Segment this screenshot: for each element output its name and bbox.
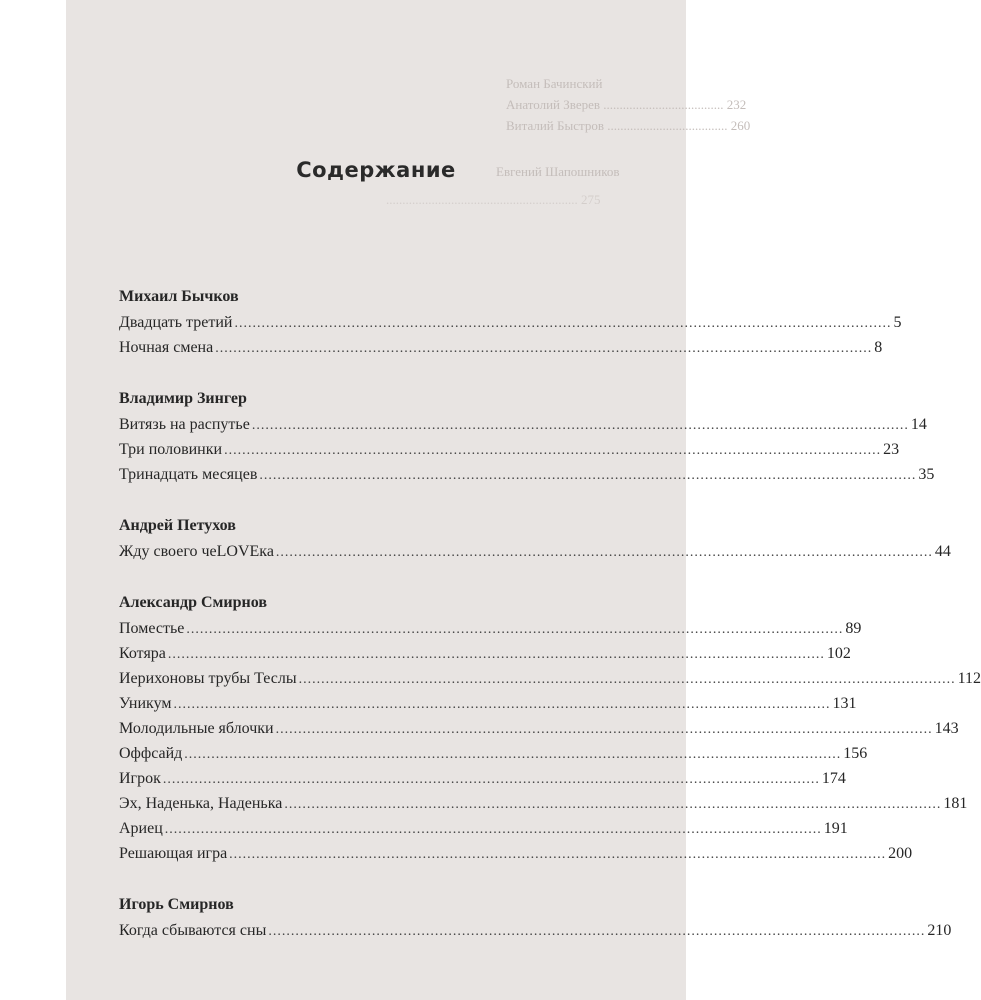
entry-title: Игрок <box>119 770 161 787</box>
toc-entry <box>119 791 968 816</box>
toc-author-group <box>119 386 935 487</box>
dot-leader <box>224 438 881 463</box>
entry-page-number: 14 <box>910 416 927 433</box>
entry-page-number: 102 <box>826 645 851 662</box>
dot-leader <box>184 742 841 767</box>
toc-entry <box>119 641 851 666</box>
entry-page-number: 210 <box>927 922 952 939</box>
entry-page-number: 156 <box>843 745 868 762</box>
author-name: Андрей Петухов <box>119 517 236 534</box>
entry-title: Поместье <box>119 620 185 637</box>
entry-title: Жду своего чеLOVEка <box>119 543 274 560</box>
toc-entry <box>119 412 927 437</box>
entry-title: Тринадцать месяцев <box>119 466 258 483</box>
dot-leader <box>174 692 831 717</box>
toc-entry <box>119 462 935 487</box>
toc-entry <box>119 741 868 766</box>
toc-entry <box>119 310 902 335</box>
dot-leader <box>252 413 909 438</box>
entry-page-number: 8 <box>874 339 883 356</box>
entry-title: Котяра <box>119 645 166 662</box>
entry-title: Три половинки <box>119 441 223 458</box>
author-name: Игорь Смирнов <box>119 896 234 913</box>
dot-leader <box>268 919 925 944</box>
entry-page-number: 89 <box>845 620 862 637</box>
dot-leader <box>186 617 843 642</box>
entry-title: Ариец <box>119 820 163 837</box>
entry-page-number: 35 <box>918 466 935 483</box>
entry-title: Эх, Наденька, Наденька <box>119 795 283 812</box>
entry-title: Двадцать третий <box>119 314 233 331</box>
toc-entry <box>119 616 862 641</box>
entry-page-number: 23 <box>883 441 900 458</box>
entry-title: Решающая игра <box>119 845 228 862</box>
entry-title: Оффсайд <box>119 745 183 762</box>
entry-title: Витязь на распутье <box>119 416 250 433</box>
dot-leader <box>276 717 933 742</box>
toc-author-group <box>119 284 902 360</box>
bleed-through-text-top <box>506 74 750 136</box>
bleed-line: Виталий Быстров ..................................... 260 <box>506 117 751 133</box>
dot-leader <box>234 311 891 336</box>
entry-title: Молодильные яблочки <box>119 720 274 737</box>
entry-page-number: 191 <box>823 820 848 837</box>
entry-title: Когда сбываются сны <box>119 922 267 939</box>
bleed-line: Евгений Шапошников <box>496 164 620 179</box>
dot-leader <box>299 667 956 692</box>
entry-page-number: 44 <box>934 543 951 560</box>
entry-title: Уникум <box>119 695 172 712</box>
toc-entry <box>119 816 848 841</box>
entry-page-number: 5 <box>893 314 902 331</box>
page-title: Содержание <box>296 158 456 182</box>
toc-author-group <box>119 590 981 866</box>
toc-entry <box>119 716 959 741</box>
entry-title: Иерихоновы трубы Теслы <box>119 670 297 687</box>
author-name: Владимир Зингер <box>119 390 247 407</box>
entry-page-number: 143 <box>934 720 959 737</box>
toc-entry <box>119 691 857 716</box>
toc-entry <box>119 666 981 691</box>
bleed-line: ........................................................... 275 <box>386 192 601 207</box>
bleed-through-text-low <box>386 190 601 211</box>
entry-title: Ночная смена <box>119 339 214 356</box>
bleed-line: Роман Бачинский <box>506 76 603 91</box>
dot-leader <box>276 540 933 565</box>
dot-leader <box>229 842 886 867</box>
toc-entry <box>119 841 913 866</box>
toc-entry <box>119 539 951 564</box>
entry-page-number: 112 <box>957 670 981 687</box>
toc-entry <box>119 766 846 791</box>
toc-entry <box>119 918 952 943</box>
dot-leader <box>168 642 825 667</box>
dot-leader <box>215 336 872 361</box>
entry-page-number: 200 <box>888 845 913 862</box>
table-of-contents <box>119 284 981 969</box>
toc-entry <box>119 437 900 462</box>
toc-entry <box>119 335 883 360</box>
dot-leader <box>165 817 822 842</box>
entry-page-number: 174 <box>821 770 846 787</box>
dot-leader <box>259 463 916 488</box>
toc-author-group <box>119 513 951 564</box>
author-name: Михаил Бычков <box>119 288 239 305</box>
book-page <box>66 0 981 1000</box>
entry-page-number: 181 <box>943 795 968 812</box>
bleed-line: Анатолий Зверев ..................................... 232 <box>506 96 747 112</box>
entry-page-number: 131 <box>832 695 857 712</box>
dot-leader <box>284 792 941 817</box>
author-name: Александр Смирнов <box>119 594 267 611</box>
dot-leader <box>163 767 820 792</box>
toc-author-group <box>119 892 952 943</box>
